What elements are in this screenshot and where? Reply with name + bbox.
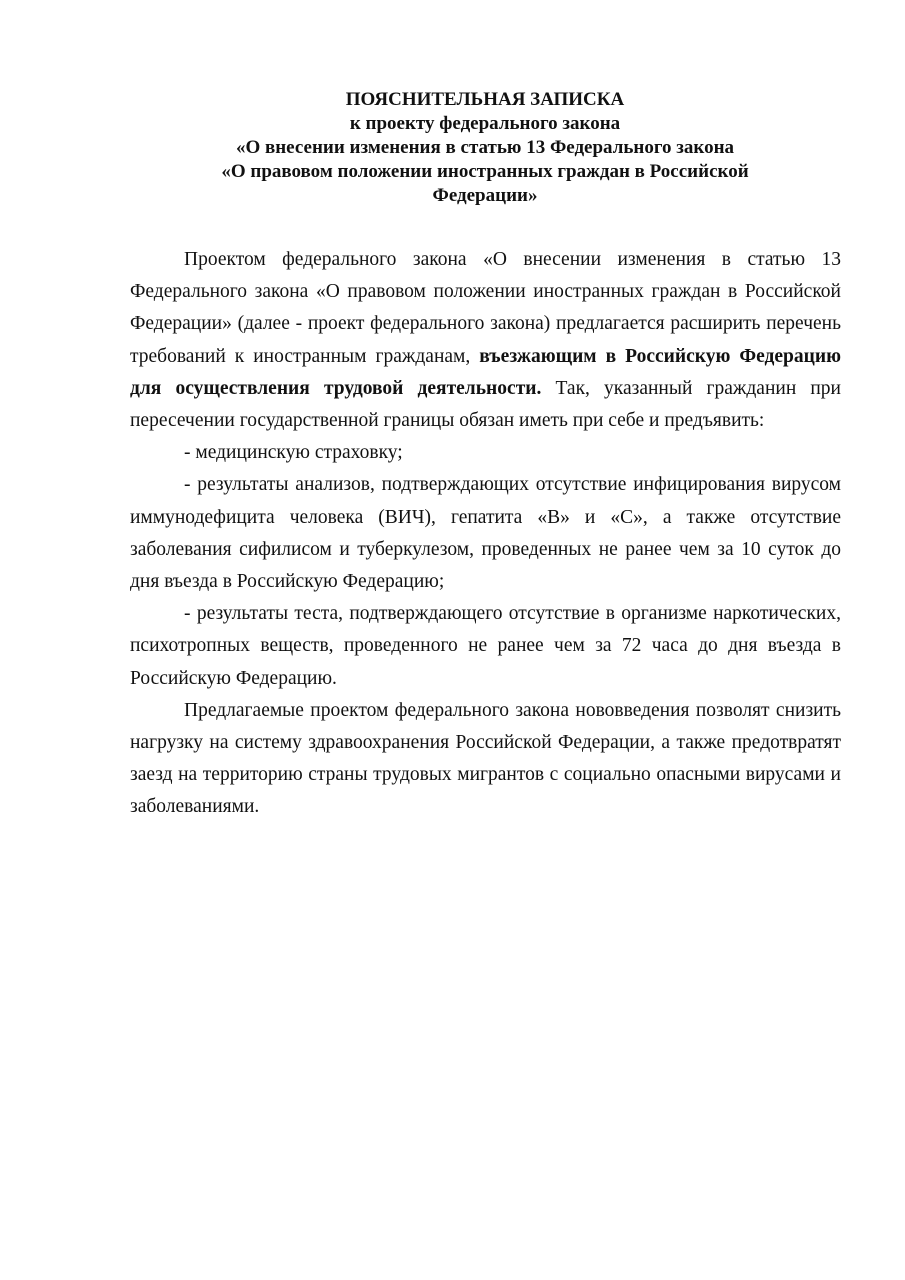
- paragraph-conclusion: Предлагаемые проектом федерального закона нововведения позволят снизить нагрузку на систему здравоохранения Российской Федерации, а также предотвратят заезд на территорию страны трудовых мигрантов с социально опасными вирусами и заболеваниями.: [130, 699, 841, 818]
- paragraph-intro-end: Так, указанный гражданин при пересечении государственной границы обязан иметь при себе и предъявить:: [130, 377, 841, 432]
- list-item-analyses: - результаты анализов, подтверждающих отсутствие инфицирования вирусом иммунодефицита человека (ВИЧ), гепатита «В» и «С», а также отсутствие заболевания сифилисом и туберкулезом, проведенных не ранее чем за 10 суток до дня въезда в Российскую Федерацию;: [130, 474, 841, 593]
- document-header: [130, 88, 840, 208]
- paragraph-intro-bold: въезжающим в Российскую Федерацию для осуществления трудовой деятельности.: [130, 345, 842, 399]
- header-line-law-name-2: «О правовом положении иностранных граждан в Российской: [221, 161, 749, 182]
- header-line-law-name-3: Федерации»: [432, 185, 538, 206]
- paragraph-intro: [130, 244, 841, 437]
- list-item-insurance: - медицинскую страховку;: [184, 442, 403, 464]
- document-body: [130, 244, 841, 824]
- paragraph-intro-start: Проектом федерального закона «О внесении изменения в статью 13 Федерального закона «О правовом положении иностранных граждан в Российской Федерации» (далее - проект федерального закона) предлагается расширить перечень требований к иностранным гражданам,: [130, 249, 841, 367]
- list-item-drug-test: - результаты теста, подтверждающего отсутствие в организме наркотических, психотропных веществ, проведенного не ранее чем за 72 часа до дня въезда в Российскую Федерацию.: [130, 603, 841, 689]
- header-line-law-name-1: «О внесении изменения в статью 13 Федерального закона: [235, 137, 735, 158]
- document-title: ПОЯСНИТЕЛЬНАЯ ЗАПИСКА: [345, 89, 625, 110]
- header-line-project: к проекту федерального закона: [349, 113, 621, 134]
